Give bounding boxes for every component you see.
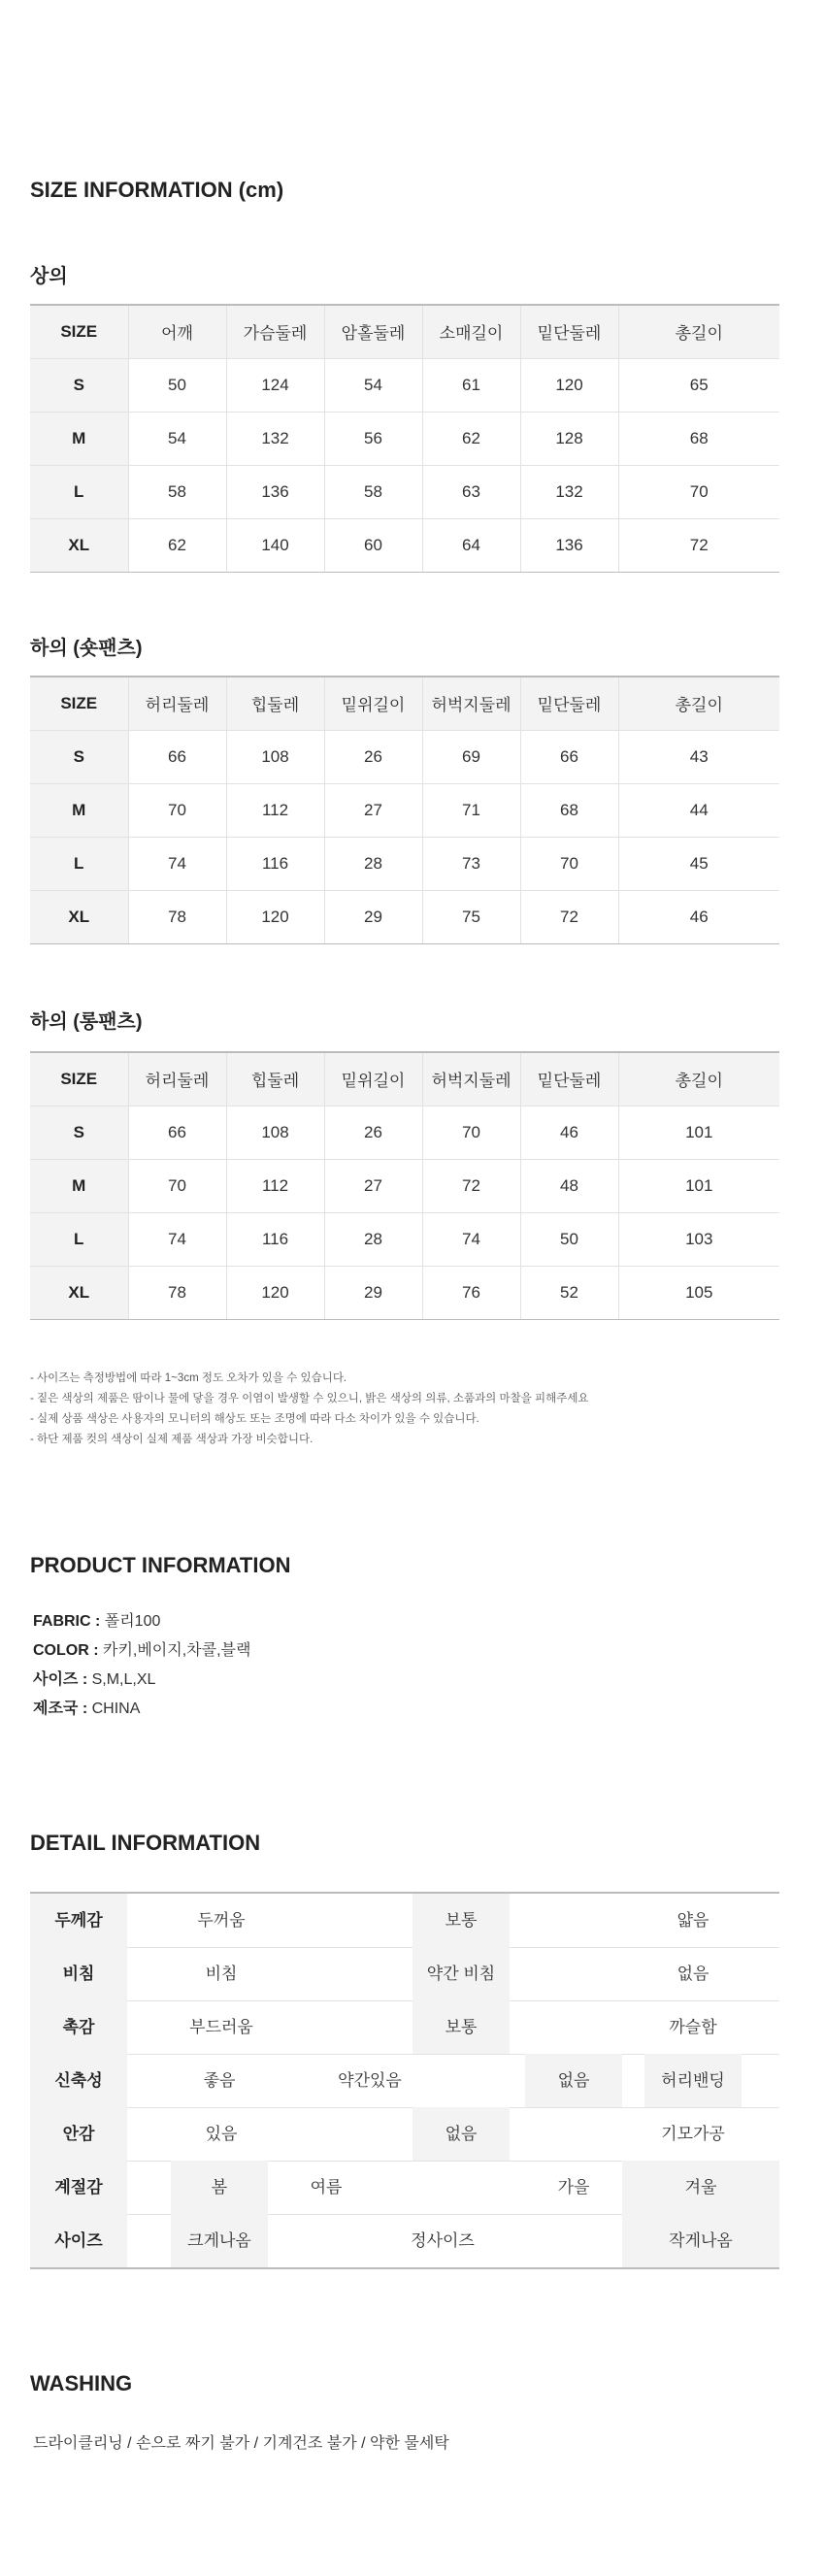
row-size-label: L <box>30 837 128 890</box>
product-info-origin <box>33 1695 250 1724</box>
detail-option: 좋음 <box>203 2071 236 2090</box>
detail-option: 까슬함 <box>669 2018 717 2036</box>
detail-option-selected: 크게나옴 <box>171 2214 268 2267</box>
size-table-short-pants <box>30 676 779 944</box>
table-cell: 50 <box>520 1212 618 1266</box>
table-row <box>30 783 779 837</box>
size-notes <box>30 1369 589 1450</box>
table-cell: 71 <box>422 783 520 837</box>
detail-option-selected: 없음 <box>525 2054 622 2107</box>
row-size-label: M <box>30 1159 128 1212</box>
table-cell: 58 <box>324 465 422 518</box>
table-cell: 48 <box>520 1159 618 1212</box>
row-size-label: L <box>30 465 128 518</box>
table-cell: 56 <box>324 412 422 465</box>
table-cell: 103 <box>618 1212 779 1266</box>
table-cell: 66 <box>128 730 226 783</box>
table-cell: 78 <box>128 1266 226 1319</box>
row-size-label: XL <box>30 518 128 572</box>
size-label: 사이즈 : <box>33 1671 88 1688</box>
table-cell: 66 <box>520 730 618 783</box>
detail-option-selected: 없음 <box>412 2107 510 2161</box>
table-row <box>30 412 779 465</box>
row-size-label: S <box>30 358 128 412</box>
table-cell: 70 <box>422 1106 520 1159</box>
table-row <box>30 465 779 518</box>
table-row <box>30 730 779 783</box>
table-cell: 74 <box>128 1212 226 1266</box>
table-cell: 68 <box>520 783 618 837</box>
origin-label: 제조국 : <box>33 1701 88 1717</box>
table-cell: 29 <box>324 1266 422 1319</box>
size-table-top <box>30 304 779 573</box>
color-label: COLOR : <box>33 1642 99 1659</box>
column-header: 허리둘레 <box>128 677 226 730</box>
column-header: SIZE <box>30 677 128 730</box>
column-header: 밑단둘레 <box>520 305 618 358</box>
detail-option: 두꺼움 <box>197 1911 246 1930</box>
table-row <box>30 358 779 412</box>
table-cell: 101 <box>618 1159 779 1212</box>
table-cell: 72 <box>520 890 618 943</box>
column-header: 암홀둘레 <box>324 305 422 358</box>
table-cell: 120 <box>226 1266 324 1319</box>
table-title-short-pants: 하의 (숏팬츠) <box>30 638 143 659</box>
detail-option: 여름 <box>310 2178 343 2196</box>
table-header-row <box>30 305 779 358</box>
table-cell: 46 <box>520 1106 618 1159</box>
note-line: - 하단 제품 컷의 색상이 실제 제품 색상과 가장 비슷합니다. <box>30 1434 314 1445</box>
detail-option: 정사이즈 <box>411 2231 475 2250</box>
table-cell: 63 <box>422 465 520 518</box>
column-header: 밑단둘레 <box>520 1052 618 1106</box>
column-header: 가슴둘레 <box>226 305 324 358</box>
table-cell: 54 <box>324 358 422 412</box>
table-cell: 70 <box>618 465 779 518</box>
detail-option: 기모가공 <box>661 2125 725 2143</box>
column-header: 총길이 <box>618 305 779 358</box>
table-cell: 44 <box>618 783 779 837</box>
table-title-long-pants: 하의 (롱팬츠) <box>30 1011 143 1033</box>
note-line: - 사이즈는 측정방법에 따라 1~3cm 정도 오차가 있을 수 있습니다. <box>30 1372 347 1384</box>
detail-row <box>30 1947 779 2001</box>
product-info-title: PRODUCT INFORMATION <box>30 1553 291 1577</box>
detail-row <box>30 2214 779 2267</box>
table-cell: 105 <box>618 1266 779 1319</box>
table-cell: 26 <box>324 730 422 783</box>
detail-row-label: 비침 <box>30 1947 127 2000</box>
origin-value: CHINA <box>87 1701 141 1717</box>
column-header: 총길이 <box>618 1052 779 1106</box>
table-cell: 66 <box>128 1106 226 1159</box>
detail-row <box>30 2107 779 2162</box>
table-cell: 75 <box>422 890 520 943</box>
table-cell: 112 <box>226 783 324 837</box>
detail-row-label: 두께감 <box>30 1894 127 1947</box>
column-header: 소매길이 <box>422 305 520 358</box>
table-cell: 70 <box>128 783 226 837</box>
detail-row <box>30 2000 779 2055</box>
table-row <box>30 1106 779 1159</box>
column-header: 밑위길이 <box>324 1052 422 1106</box>
table-cell: 68 <box>618 412 779 465</box>
row-size-label: M <box>30 783 128 837</box>
column-header: 허벅지둘레 <box>422 1052 520 1106</box>
table-row <box>30 1266 779 1319</box>
detail-row-label: 사이즈 <box>30 2214 127 2267</box>
table-cell: 78 <box>128 890 226 943</box>
table-cell: 70 <box>520 837 618 890</box>
column-header: 총길이 <box>618 677 779 730</box>
table-cell: 132 <box>226 412 324 465</box>
table-header-row <box>30 1052 779 1106</box>
detail-row-label: 신축성 <box>30 2054 127 2107</box>
table-row <box>30 518 779 572</box>
detail-option-selected: 보통 <box>412 2000 510 2054</box>
detail-option: 부드러움 <box>189 2018 253 2036</box>
table-cell: 136 <box>520 518 618 572</box>
table-cell: 61 <box>422 358 520 412</box>
table-cell: 29 <box>324 890 422 943</box>
row-size-label: M <box>30 412 128 465</box>
table-cell: 116 <box>226 837 324 890</box>
table-cell: 73 <box>422 837 520 890</box>
column-header: 힙둘레 <box>226 677 324 730</box>
color-value: 카키,베이지,차콜,블랙 <box>98 1642 251 1659</box>
product-info-color <box>33 1636 250 1666</box>
table-cell: 108 <box>226 730 324 783</box>
table-cell: 62 <box>128 518 226 572</box>
detail-option: 약간있음 <box>338 2071 402 2090</box>
row-size-label: XL <box>30 890 128 943</box>
table-cell: 27 <box>324 1159 422 1212</box>
table-cell: 50 <box>128 358 226 412</box>
table-cell: 70 <box>128 1159 226 1212</box>
detail-option: 비침 <box>205 1965 238 1983</box>
column-header: SIZE <box>30 1052 128 1106</box>
table-cell: 74 <box>422 1212 520 1266</box>
detail-option-selected: 겨울 <box>622 2161 779 2214</box>
size-info-title: SIZE INFORMATION (cm) <box>30 178 284 202</box>
table-cell: 58 <box>128 465 226 518</box>
column-header: 허리둘레 <box>128 1052 226 1106</box>
table-cell: 64 <box>422 518 520 572</box>
table-cell: 76 <box>422 1266 520 1319</box>
column-header: SIZE <box>30 305 128 358</box>
table-cell: 69 <box>422 730 520 783</box>
table-cell: 27 <box>324 783 422 837</box>
table-cell: 43 <box>618 730 779 783</box>
washing-title: WASHING <box>30 2371 133 2395</box>
table-cell: 60 <box>324 518 422 572</box>
detail-option-selected: 보통 <box>412 1894 510 1947</box>
fabric-value: 폴리100 <box>100 1613 161 1630</box>
table-cell: 74 <box>128 837 226 890</box>
table-cell: 65 <box>618 358 779 412</box>
table-cell: 54 <box>128 412 226 465</box>
detail-option: 가을 <box>557 2178 590 2196</box>
column-header: 힙둘레 <box>226 1052 324 1106</box>
fabric-label: FABRIC : <box>33 1613 101 1630</box>
product-info-list <box>33 1607 250 1724</box>
detail-row <box>30 2054 779 2108</box>
table-row <box>30 890 779 943</box>
detail-option: 있음 <box>205 2125 238 2143</box>
table-cell: 124 <box>226 358 324 412</box>
table-cell: 120 <box>520 358 618 412</box>
detail-row <box>30 2161 779 2215</box>
detail-option-selected: 약간 비침 <box>412 1947 510 2000</box>
table-cell: 112 <box>226 1159 324 1212</box>
table-cell: 28 <box>324 837 422 890</box>
column-header: 밑단둘레 <box>520 677 618 730</box>
detail-option-selected: 봄 <box>171 2161 268 2214</box>
detail-row-label: 촉감 <box>30 2000 127 2054</box>
table-cell: 120 <box>226 890 324 943</box>
detail-row <box>30 1894 779 1948</box>
table-row <box>30 837 779 890</box>
size-table-long-pants <box>30 1051 779 1320</box>
row-size-label: L <box>30 1212 128 1266</box>
table-cell: 72 <box>422 1159 520 1212</box>
size-value: S,M,L,XL <box>87 1671 156 1688</box>
detail-option-selected: 작게나옴 <box>622 2214 779 2267</box>
table-cell: 101 <box>618 1106 779 1159</box>
note-line: - 짙은 색상의 제품은 땀이나 물에 닿을 경우 이염이 발생할 수 있으니, 밝은 색상의 의류, 소품과의 마찰을 피해주세요 <box>30 1393 589 1404</box>
detail-option: 없음 <box>676 1965 710 1983</box>
detail-info-title: DETAIL INFORMATION <box>30 1831 261 1855</box>
column-header: 허벅지둘레 <box>422 677 520 730</box>
table-header-row <box>30 677 779 730</box>
table-row <box>30 1159 779 1212</box>
table-cell: 46 <box>618 890 779 943</box>
column-header: 밑위길이 <box>324 677 422 730</box>
table-cell: 128 <box>520 412 618 465</box>
table-cell: 72 <box>618 518 779 572</box>
table-cell: 62 <box>422 412 520 465</box>
washing-text: 드라이클리닝 / 손으로 짜기 불가 / 기계건조 불가 / 약한 물세탁 <box>33 2435 449 2452</box>
table-cell: 108 <box>226 1106 324 1159</box>
detail-row-label: 계절감 <box>30 2161 127 2214</box>
product-info-size <box>33 1666 250 1695</box>
product-info-fabric <box>33 1607 250 1636</box>
table-row <box>30 1212 779 1266</box>
table-cell: 28 <box>324 1212 422 1266</box>
table-cell: 132 <box>520 465 618 518</box>
detail-row-label: 안감 <box>30 2107 127 2161</box>
table-cell: 26 <box>324 1106 422 1159</box>
note-line: - 실제 상품 색상은 사용자의 모니터의 해상도 또는 조명에 따라 다소 차이가 있을 수 있습니다. <box>30 1413 479 1425</box>
table-cell: 52 <box>520 1266 618 1319</box>
detail-info-table <box>30 1892 779 2269</box>
detail-option-selected: 허리밴딩 <box>644 2054 742 2107</box>
row-size-label: S <box>30 1106 128 1159</box>
row-size-label: XL <box>30 1266 128 1319</box>
row-size-label: S <box>30 730 128 783</box>
table-cell: 116 <box>226 1212 324 1266</box>
table-cell: 140 <box>226 518 324 572</box>
detail-option: 얇음 <box>676 1911 710 1930</box>
table-cell: 136 <box>226 465 324 518</box>
table-cell: 45 <box>618 837 779 890</box>
table-title-top: 상의 <box>30 266 68 287</box>
column-header: 어깨 <box>128 305 226 358</box>
